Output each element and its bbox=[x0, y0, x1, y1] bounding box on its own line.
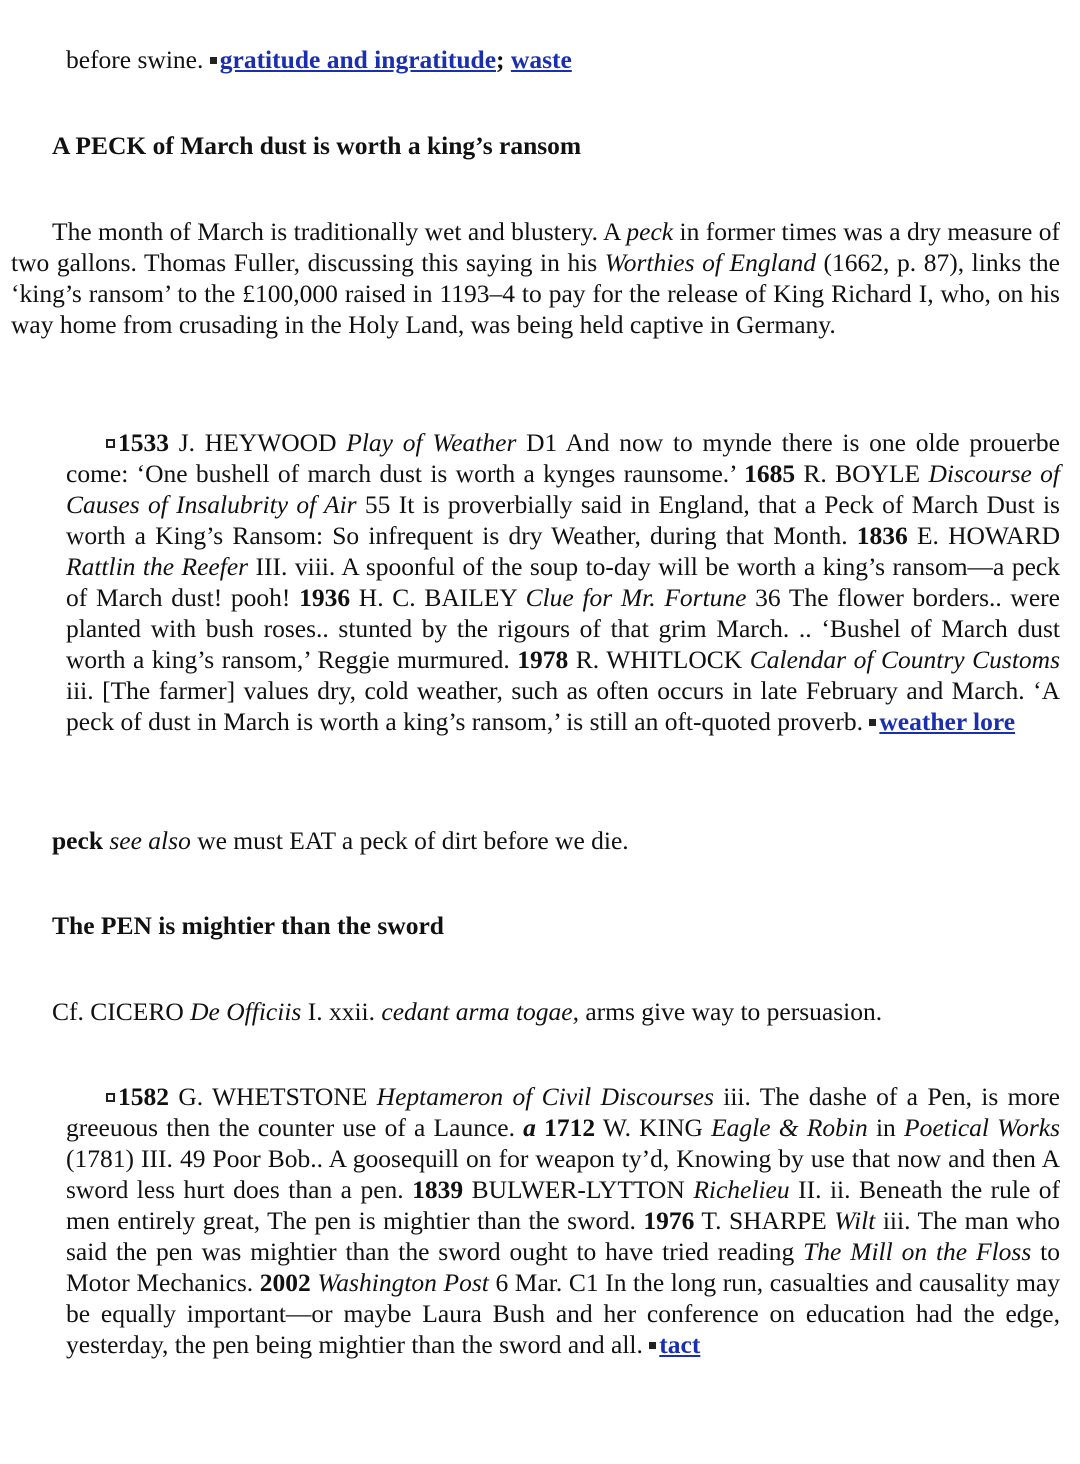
cf-line: Cf. CICERO De Officiis I. xxii. cedant arma togae, arms give way to persuasion. bbox=[52, 997, 883, 1026]
quotations-block: 1533 J. HEYWOOD Play of Weather D1 And now to mynde there is one olde prouerbe come: ‘One bushell of march dust is worth a kynges raunsome.’ 1685 R. BOYLE Discourse of Causes of Insalubrity of Air 55 It is proverbially said in England, that a Peck of March Dust is worth a King’s Ransom: So infrequent is dry Weather, during that Month. 1836 E. HOWARD Rattlin the Reefer III. viii. A spoonful of the soup to-day will be worth a king’s ransom—a peck of March dust! pooh! 1936 H. C. BAILEY Clue for Mr. Fortune 36 The flower borders.. were planted with bush roses.. stunted by the rigours of that grim March. .. ‘Bushel of March dust worth a king’s ransom,’ Reggie murmured. 1978 R. WHITLOCK Calendar of Country Customs iii. [The farmer] values dry, cold weather, such as often occurs in late February and March. ‘A peck of dust in March is worth a king’s ransom,’ is still an oft-quoted proverb. weather lore bbox=[66, 428, 1060, 736]
square-bullet-icon bbox=[869, 719, 876, 726]
link-gratitude[interactable]: gratitude and ingratitude bbox=[219, 45, 497, 74]
link-weather-lore[interactable]: weather lore bbox=[879, 707, 1016, 736]
crossref-peck: peck see also we must EAT a peck of dirt before we die. bbox=[52, 826, 629, 855]
square-bullet-icon bbox=[649, 1342, 656, 1349]
headword-pen: The PEN is mightier than the sword bbox=[52, 911, 444, 940]
open-square-icon bbox=[106, 1093, 115, 1102]
explanation-paragraph: The month of March is traditionally wet and blustery. A peck in former times was a dry measure of two gallons. Thomas Fuller, discussing this saying in his Worthies of England (1662, p. 87), links the ‘king’s ransom’ to the £100,000 raised in 1193–4 to pay for the release of King Richard I, who, on his way home from crusading in the Holy Land, was being held captive in Germany. bbox=[11, 217, 1060, 339]
headword-peck: A PECK of March dust is worth a king’s ransom bbox=[52, 131, 582, 160]
continuation-line: before swine. gratitude and ingratitude; waste bbox=[66, 45, 572, 74]
link-tact[interactable]: tact bbox=[659, 1330, 701, 1359]
quotations-block-pen: 1582 G. WHETSTONE Heptameron of Civil Discourses iii. The dashe of a Pen, is more greeuous then the counter use of a Launce. a 1712 W. KING Eagle & Robin in Poetical Works (1781) III. 49 Poor Bob.. A goosequill on for weapon ty’d, Knowing by use that now and then A sword less hurt does than a pen. 1839 BULWER-LYTTON Richelieu II. ii. Beneath the rule of men entirely great, The pen is mightier than the sword. 1976 T. SHARPE Wilt iii. The man who said the pen was mightier than the sword ought to have tried reading The Mill on the Floss to Motor Mechanics. 2002 Washington Post 6 Mar. C1 In the long run, casualties and causality may be equally important—or maybe Laura Bush and her conference on education had the edge, yesterday, the pen being mightier than the sword and all. tact bbox=[66, 1082, 1060, 1359]
open-square-icon bbox=[106, 439, 115, 448]
square-bullet-icon bbox=[210, 57, 217, 64]
link-waste[interactable]: waste bbox=[510, 45, 572, 74]
